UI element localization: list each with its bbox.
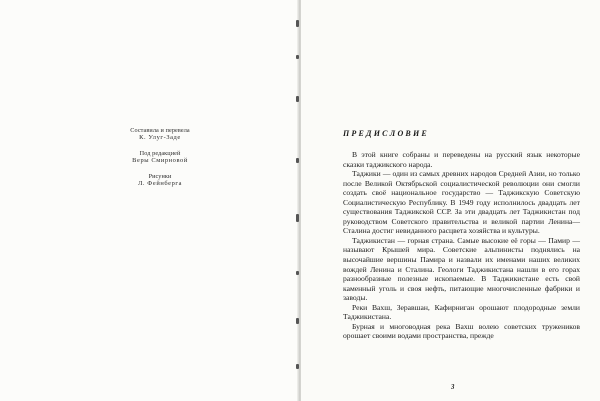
binding-marks: [296, 0, 300, 401]
credit-compiler: [100, 127, 220, 142]
left-page: [0, 0, 299, 401]
preface-paragraph: Реки Вахш, Зеравшан, Кафирниган орошают плодородные земли Таджикистана.: [343, 302, 580, 322]
preface-title: ПРЕДИСЛОВИЕ: [343, 129, 429, 138]
preface-paragraph: Таджики — один из самых древних народов Средней Азии, но только после Великой Октябрьской социалистической революции они смогли создать своё национальное государство — Таджикскую Советскую Социалистическую Республику. В 1949 году исполнилось двадцать лет существования Таджикской ССР. За эти двадцать лет Таджикистан под руководством Советского правительства и великой партии Ленина—Сталина достиг невиданного расцвета хозяйства и культуры.: [343, 169, 580, 236]
credits-block: [100, 127, 220, 195]
credit-editor: [100, 150, 220, 165]
right-page: [301, 0, 600, 401]
credit-name: К. Улуг-Заде: [139, 134, 181, 142]
credit-name: Л. Фейнберга: [137, 180, 183, 188]
preface-paragraph: Бурная и многоводная река Вахш волею советских тружеников орошает своими водами пространства, прежде: [343, 321, 580, 341]
credit-role: Составила и перевела: [130, 127, 190, 134]
page-number: 3: [451, 384, 455, 391]
preface-paragraph: Таджикистан — горная страна. Самые высокие её горы — Памир — называют Крышей мира. Советские альпинисты поднялись на высочайшие вершины Памира и назвали их именами наших великих вождей Ленина и Сталина. Геологи Таджикистана нашли в его горах разнообразные полезные ископаемые. В Таджикистане есть свой каменный уголь и своя нефть, питающие многочисленные фабрики и заводы.: [343, 235, 580, 303]
preface-content: [343, 129, 580, 341]
credit-role: Под редакцией: [139, 149, 181, 157]
credit-illustrator: [100, 173, 220, 188]
preface-paragraph: В этой книге собраны и переведены на русский язык некоторые сказки таджикского народа.: [343, 150, 580, 169]
credit-role: Рисунки: [148, 172, 172, 180]
credit-name: Веры Смирновой: [132, 157, 188, 165]
